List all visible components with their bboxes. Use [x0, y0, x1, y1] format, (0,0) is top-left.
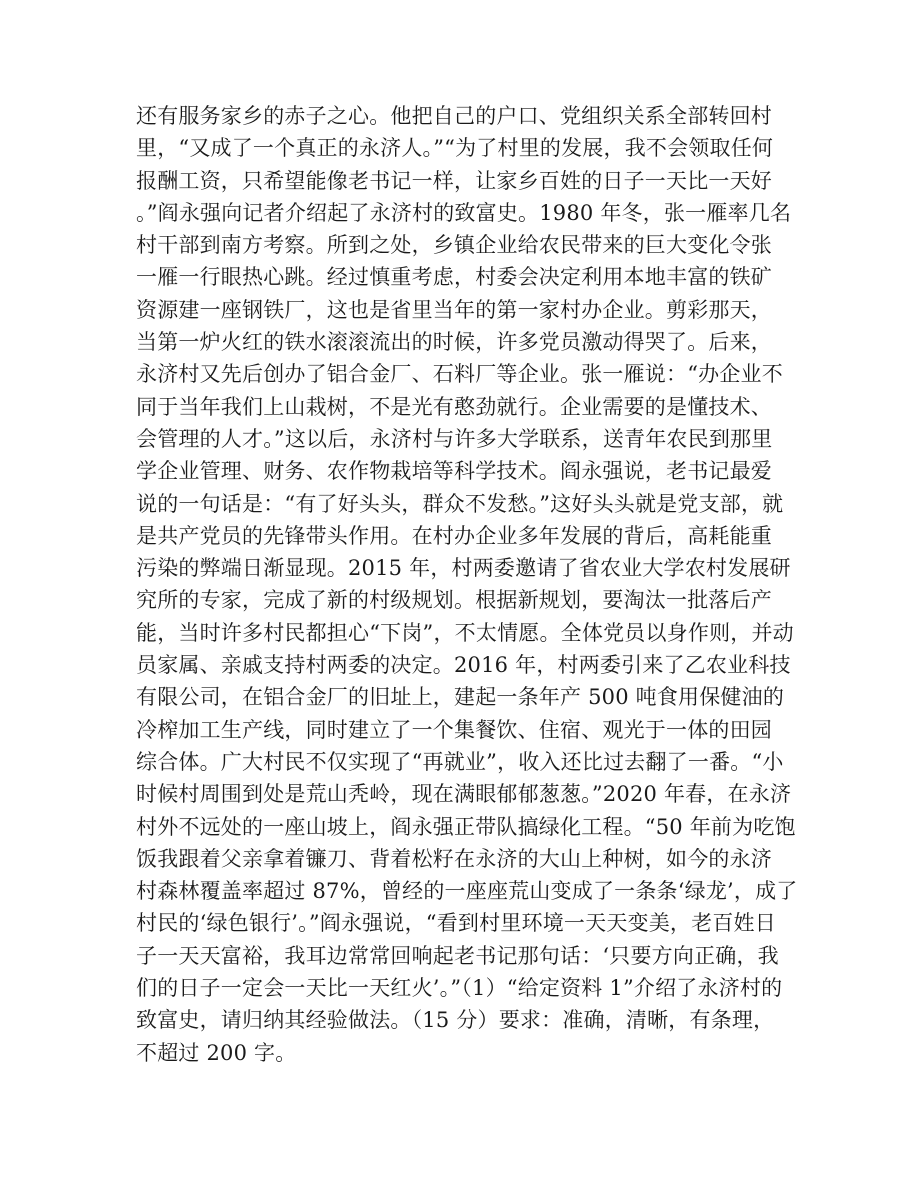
text-line: 一雁一行眼热心跳。经过慎重考虑，村委会决定利用本地丰富的铁矿 [136, 265, 772, 290]
text-line: 资源建一座钢铁厂，这也是省里当年的第一家村办企业。剪彩那天， [136, 297, 772, 322]
text-line: 员家属、亲戚支持村两委的决定。2016 年，村两委引来了乙农业科技 [136, 653, 791, 678]
text-line: 污染的弊端日渐显现。2015 年，村两委邀请了省农业大学农村发展研 [136, 556, 791, 581]
text-line: 饭我跟着父亲拿着镰刀、背着松籽在永济的大山上种树，如今的永济 [136, 846, 772, 871]
text-line: 当第一炉火红的铁水滚滚流出的时候，许多党员激动得哭了。后来， [136, 330, 772, 355]
text-line: 永济村又先后创办了铝合金厂、石料厂等企业。张一雁说：“办企业不 [136, 362, 783, 387]
text-line: 时候村周围到处是荒山秃岭，现在满眼郁郁葱葱。”2020 年春，在永济 [136, 782, 792, 807]
text-line: 村外不远处的一座山坡上，阎永强正带队搞绿化工程。“50 年前为吃饱 [136, 814, 796, 839]
text-line: 。”阎永强向记者介绍起了永济村的致富史。1980 年冬，张一雁率几名 [136, 200, 792, 225]
text-line: 究所的专家，完成了新的村级规划。根据新规划，要淘汰一批落后产 [136, 588, 772, 613]
text-line: 同于当年我们上山栽树，不是光有憨劲就行。企业需要的是懂技术、 [136, 394, 772, 419]
text-line: 村干部到南方考察。所到之处，乡镇企业给农民带来的巨大变化令张 [136, 233, 772, 258]
body-text [136, 100, 796, 1069]
text-line: 还有服务家乡的赤子之心。他把自己的户口、党组织关系全部转回村 [136, 104, 772, 128]
text-line: 综合体。广大村民不仅实现了“再就业”，收入还比过去翻了一番。“小 [136, 749, 784, 774]
text-line: 子一天天富裕，我耳边常常回响起老书记那句话：‘只要方向正确，我 [136, 943, 779, 968]
text-line: 不超过 200 字。 [136, 1040, 297, 1065]
text-line: 致富史，请归纳其经验做法。（15 分）要求：准确，清晰，有条理， [136, 1008, 775, 1033]
text-line: 村森林覆盖率超过 87%，曾经的一座座荒山变成了一条条‘绿龙’，成了 [136, 879, 798, 904]
text-line: 是共产党员的先锋带头作用。在村办企业多年发展的背后，高耗能重 [136, 523, 772, 548]
text-line: 说的一句话是：“有了好头头，群众不发愁。”这好头头就是党支部，就 [136, 491, 784, 516]
text-line: 冷榨加工生产线，同时建立了一个集餐饮、住宿、观光于一体的田园 [136, 717, 772, 742]
text-line: 里，“又成了一个真正的永济人。”“为了村里的发展，我不会领取任何 [136, 136, 774, 161]
text-line: 们的日子一定会一天比一天红火’。”（1）“给定资料 1”介绍了永济村的 [136, 976, 783, 1001]
text-line: 会管理的人才。”这以后，永济村与许多大学联系，送青年农民到那里 [136, 426, 773, 451]
text-line: 能，当时许多村民都担心“下岗”，不太情愿。全体党员以身作则，并动 [136, 620, 794, 645]
text-line: 村民的‘绿色银行’。”阎永强说，“看到村里环境一天天变美，老百姓日 [136, 911, 776, 936]
text-line: 有限公司，在铝合金厂的旧址上，建起一条年产 500 吨食用保健油的 [136, 685, 785, 710]
text-line: 报酬工资，只希望能像老书记一样，让家乡百姓的日子一天比一天好 [136, 168, 772, 193]
text-line: 学企业管理、财务、农作物栽培等科学技术。阎永强说，老书记最爱 [136, 459, 772, 484]
